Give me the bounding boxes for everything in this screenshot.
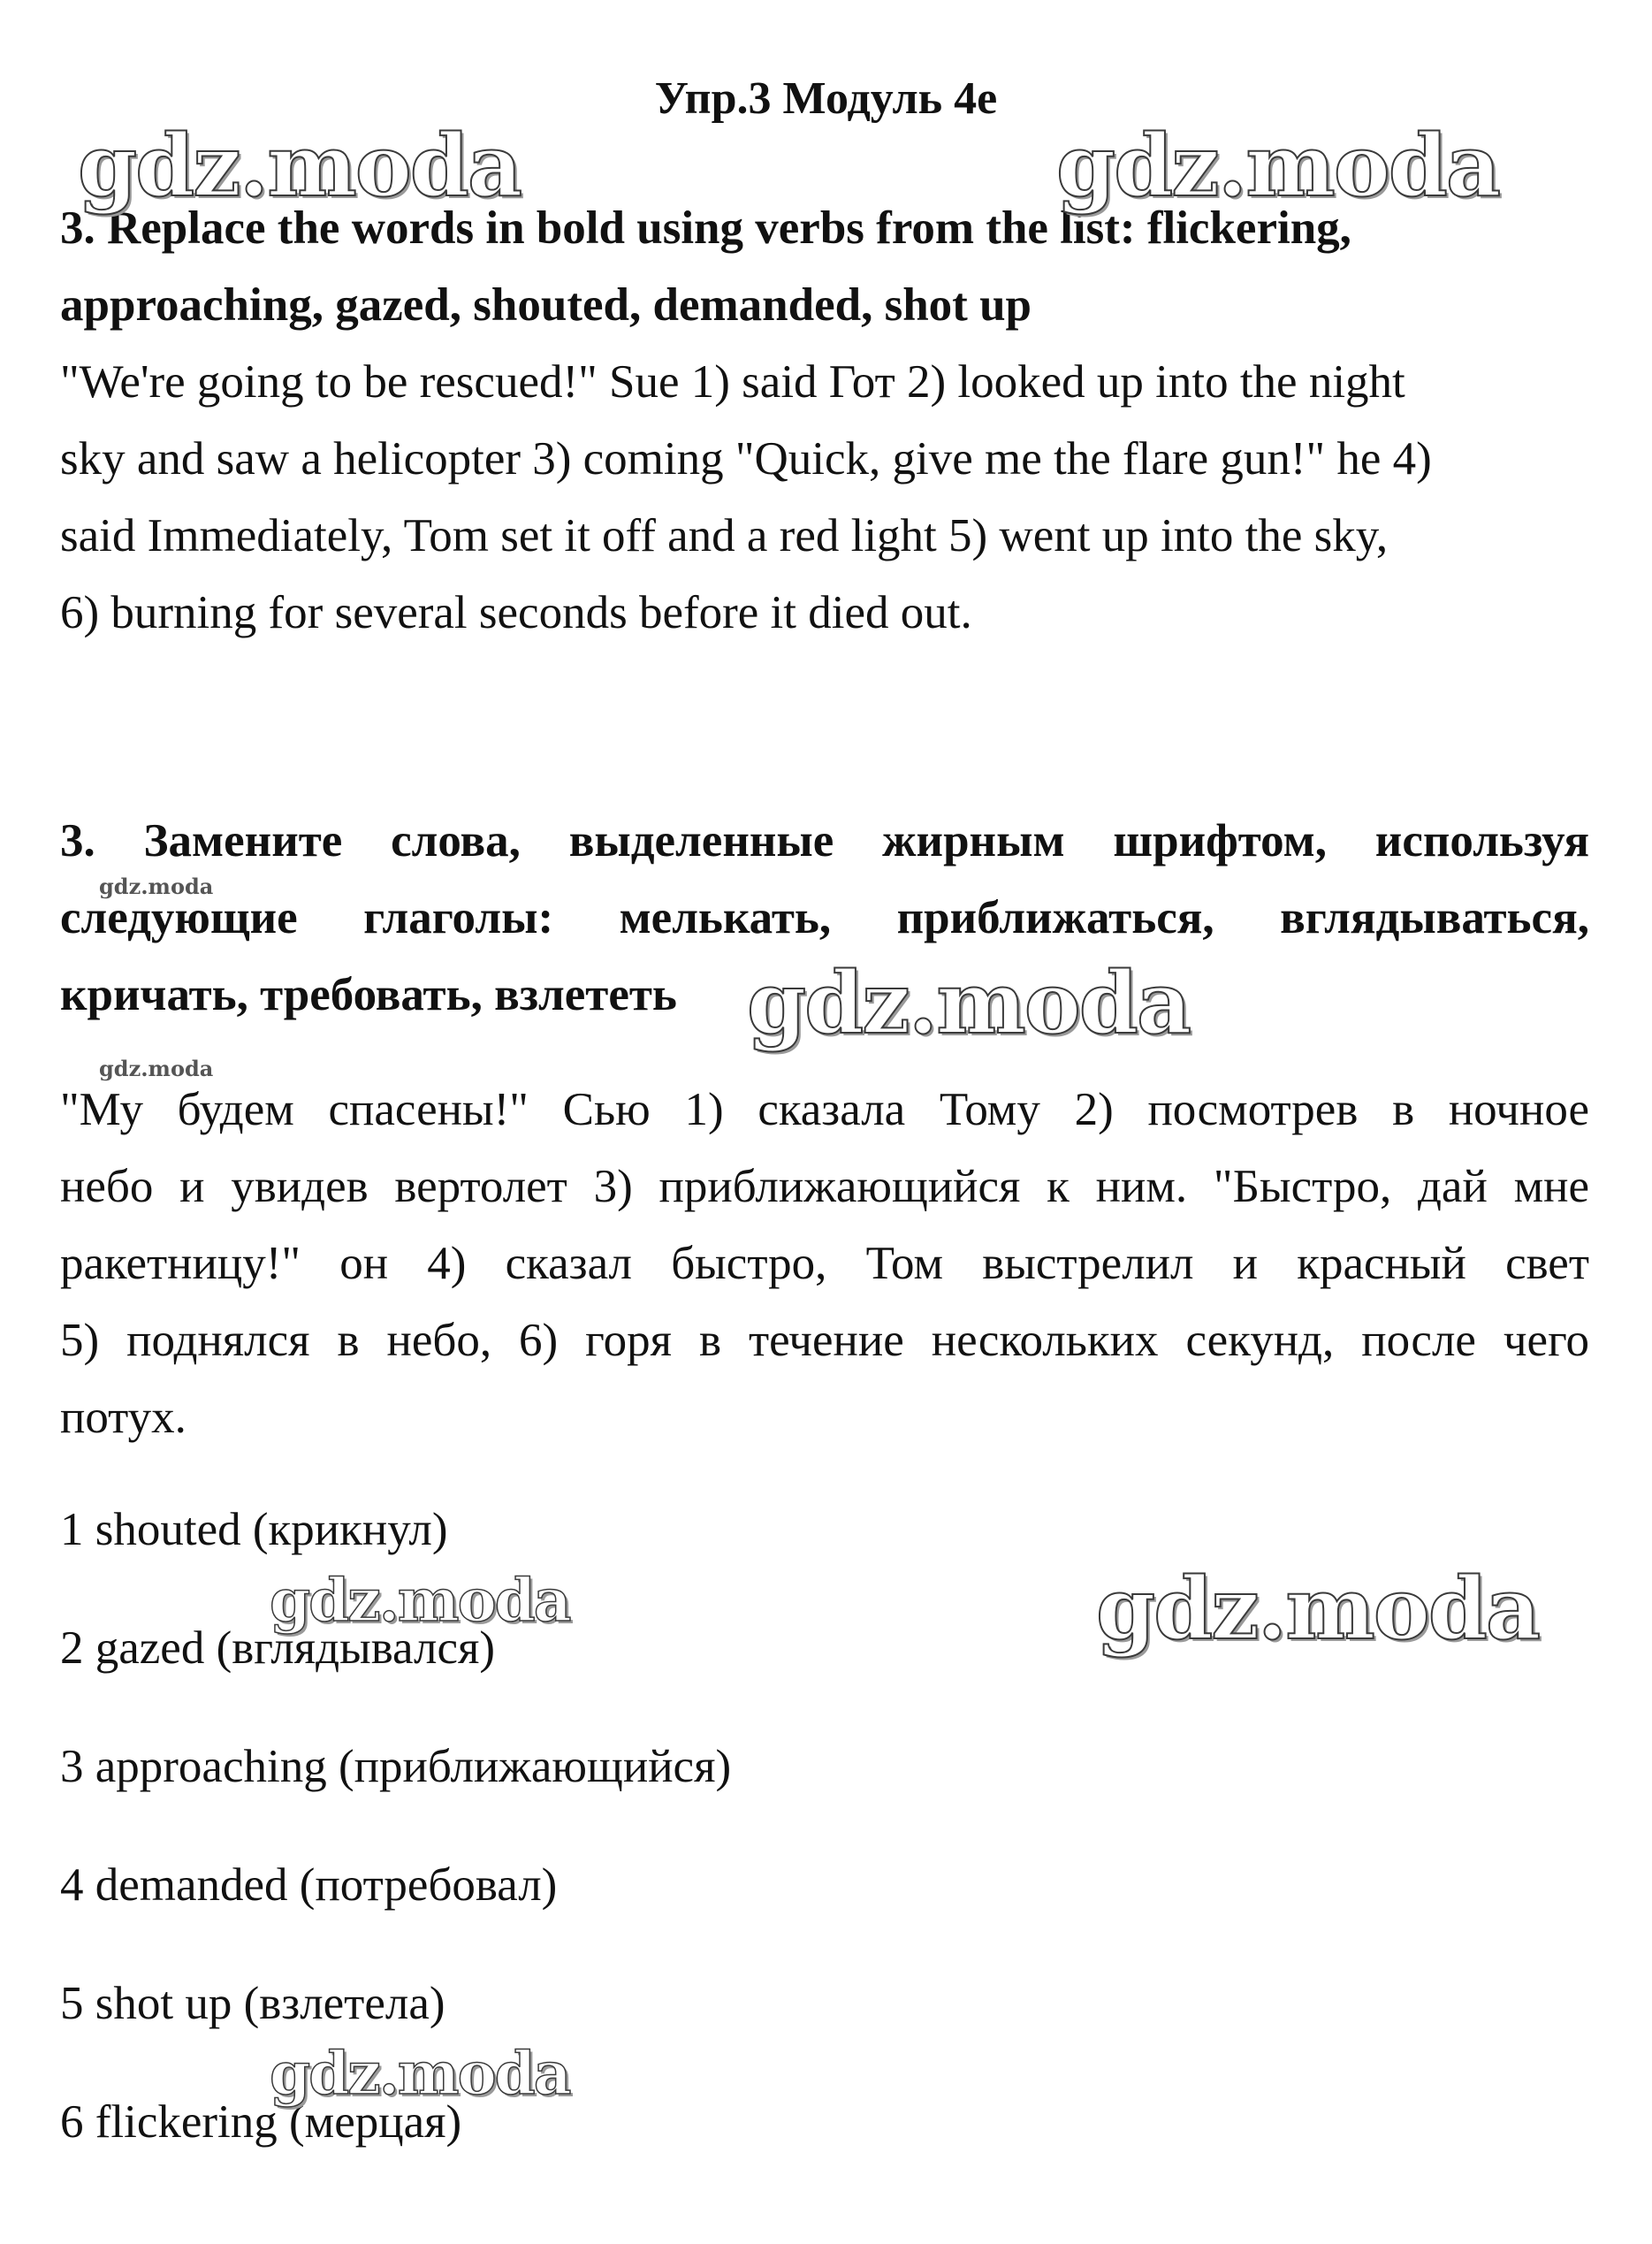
russian-text-line-1: "Му будем спасены!" Сью 1) сказала Тому 2) посмотрев в ночное [60,1084,1589,1135]
watermark-logo: gdz.moda [1096,1559,1540,1659]
russian-text-line-3: ракетницу!" он 4) сказал быстро, Том выстрелил и красный свет [60,1238,1589,1289]
watermark-logo: gdz.moda [1056,116,1500,216]
page-title: Упр.3 Модуль 4е [654,73,998,124]
english-text-line-3: said Immediately, Tom set it off and a red light 5) went up into the sky, [60,510,1389,561]
answer-item: 1 shouted (крикнул) [60,1504,448,1555]
watermark-logo: gdz.moda [270,2039,570,2108]
russian-text-line-4: 5) поднялся в небо, 6) горя в течение нескольких секунд, после чего [60,1315,1589,1366]
answer-item: 3 approaching (приближающийся) [60,1741,732,1792]
watermark-logo: gdz.moda [747,953,1191,1053]
english-task-heading-line-1: 3. Replace the words in bold using verbs from the list: flickering, [60,202,1351,254]
russian-task-heading-line-3: кричать, требовать, взлететь [60,969,677,1020]
watermark-logo: gdz.moda [78,116,521,216]
english-text-line-2: sky and saw a helicopter 3) coming "Quick, give me the flare gun!" he 4) [60,433,1432,485]
answer-item: 2 gazed (вглядывался) [60,1622,496,1674]
watermark-logo: gdz.moda [270,1566,570,1635]
russian-text-line-2: небо и увидев вертолет 3) приближающийся к ним. "Быстро, дай мне [60,1161,1589,1212]
russian-task-heading-line-1: 3. Замените слова, выделенные жирным шрифтом, используя [60,815,1589,866]
answer-item: 6 flickering (мерцая) [60,2096,462,2148]
english-task-heading-line-2: approaching, gazed, shouted, demanded, shot up [60,279,1032,331]
english-text-line-1: "We're going to be rescued!" Sue 1) said Гот 2) looked up into the night [60,356,1405,408]
answer-item: 5 shot up (взлетела) [60,1978,445,2029]
answer-item: 4 demanded (потребовал) [60,1859,558,1911]
watermark-small: gdz.moda [99,1056,214,1081]
watermark-small: gdz.moda [99,874,214,899]
english-text-line-4: 6) burning for several seconds before it died out. [60,587,972,638]
russian-task-heading-line-2: следующие глаголы: мелькать, приближаться, вглядываться, [60,892,1589,943]
russian-text-line-5: потух. [60,1392,187,1443]
